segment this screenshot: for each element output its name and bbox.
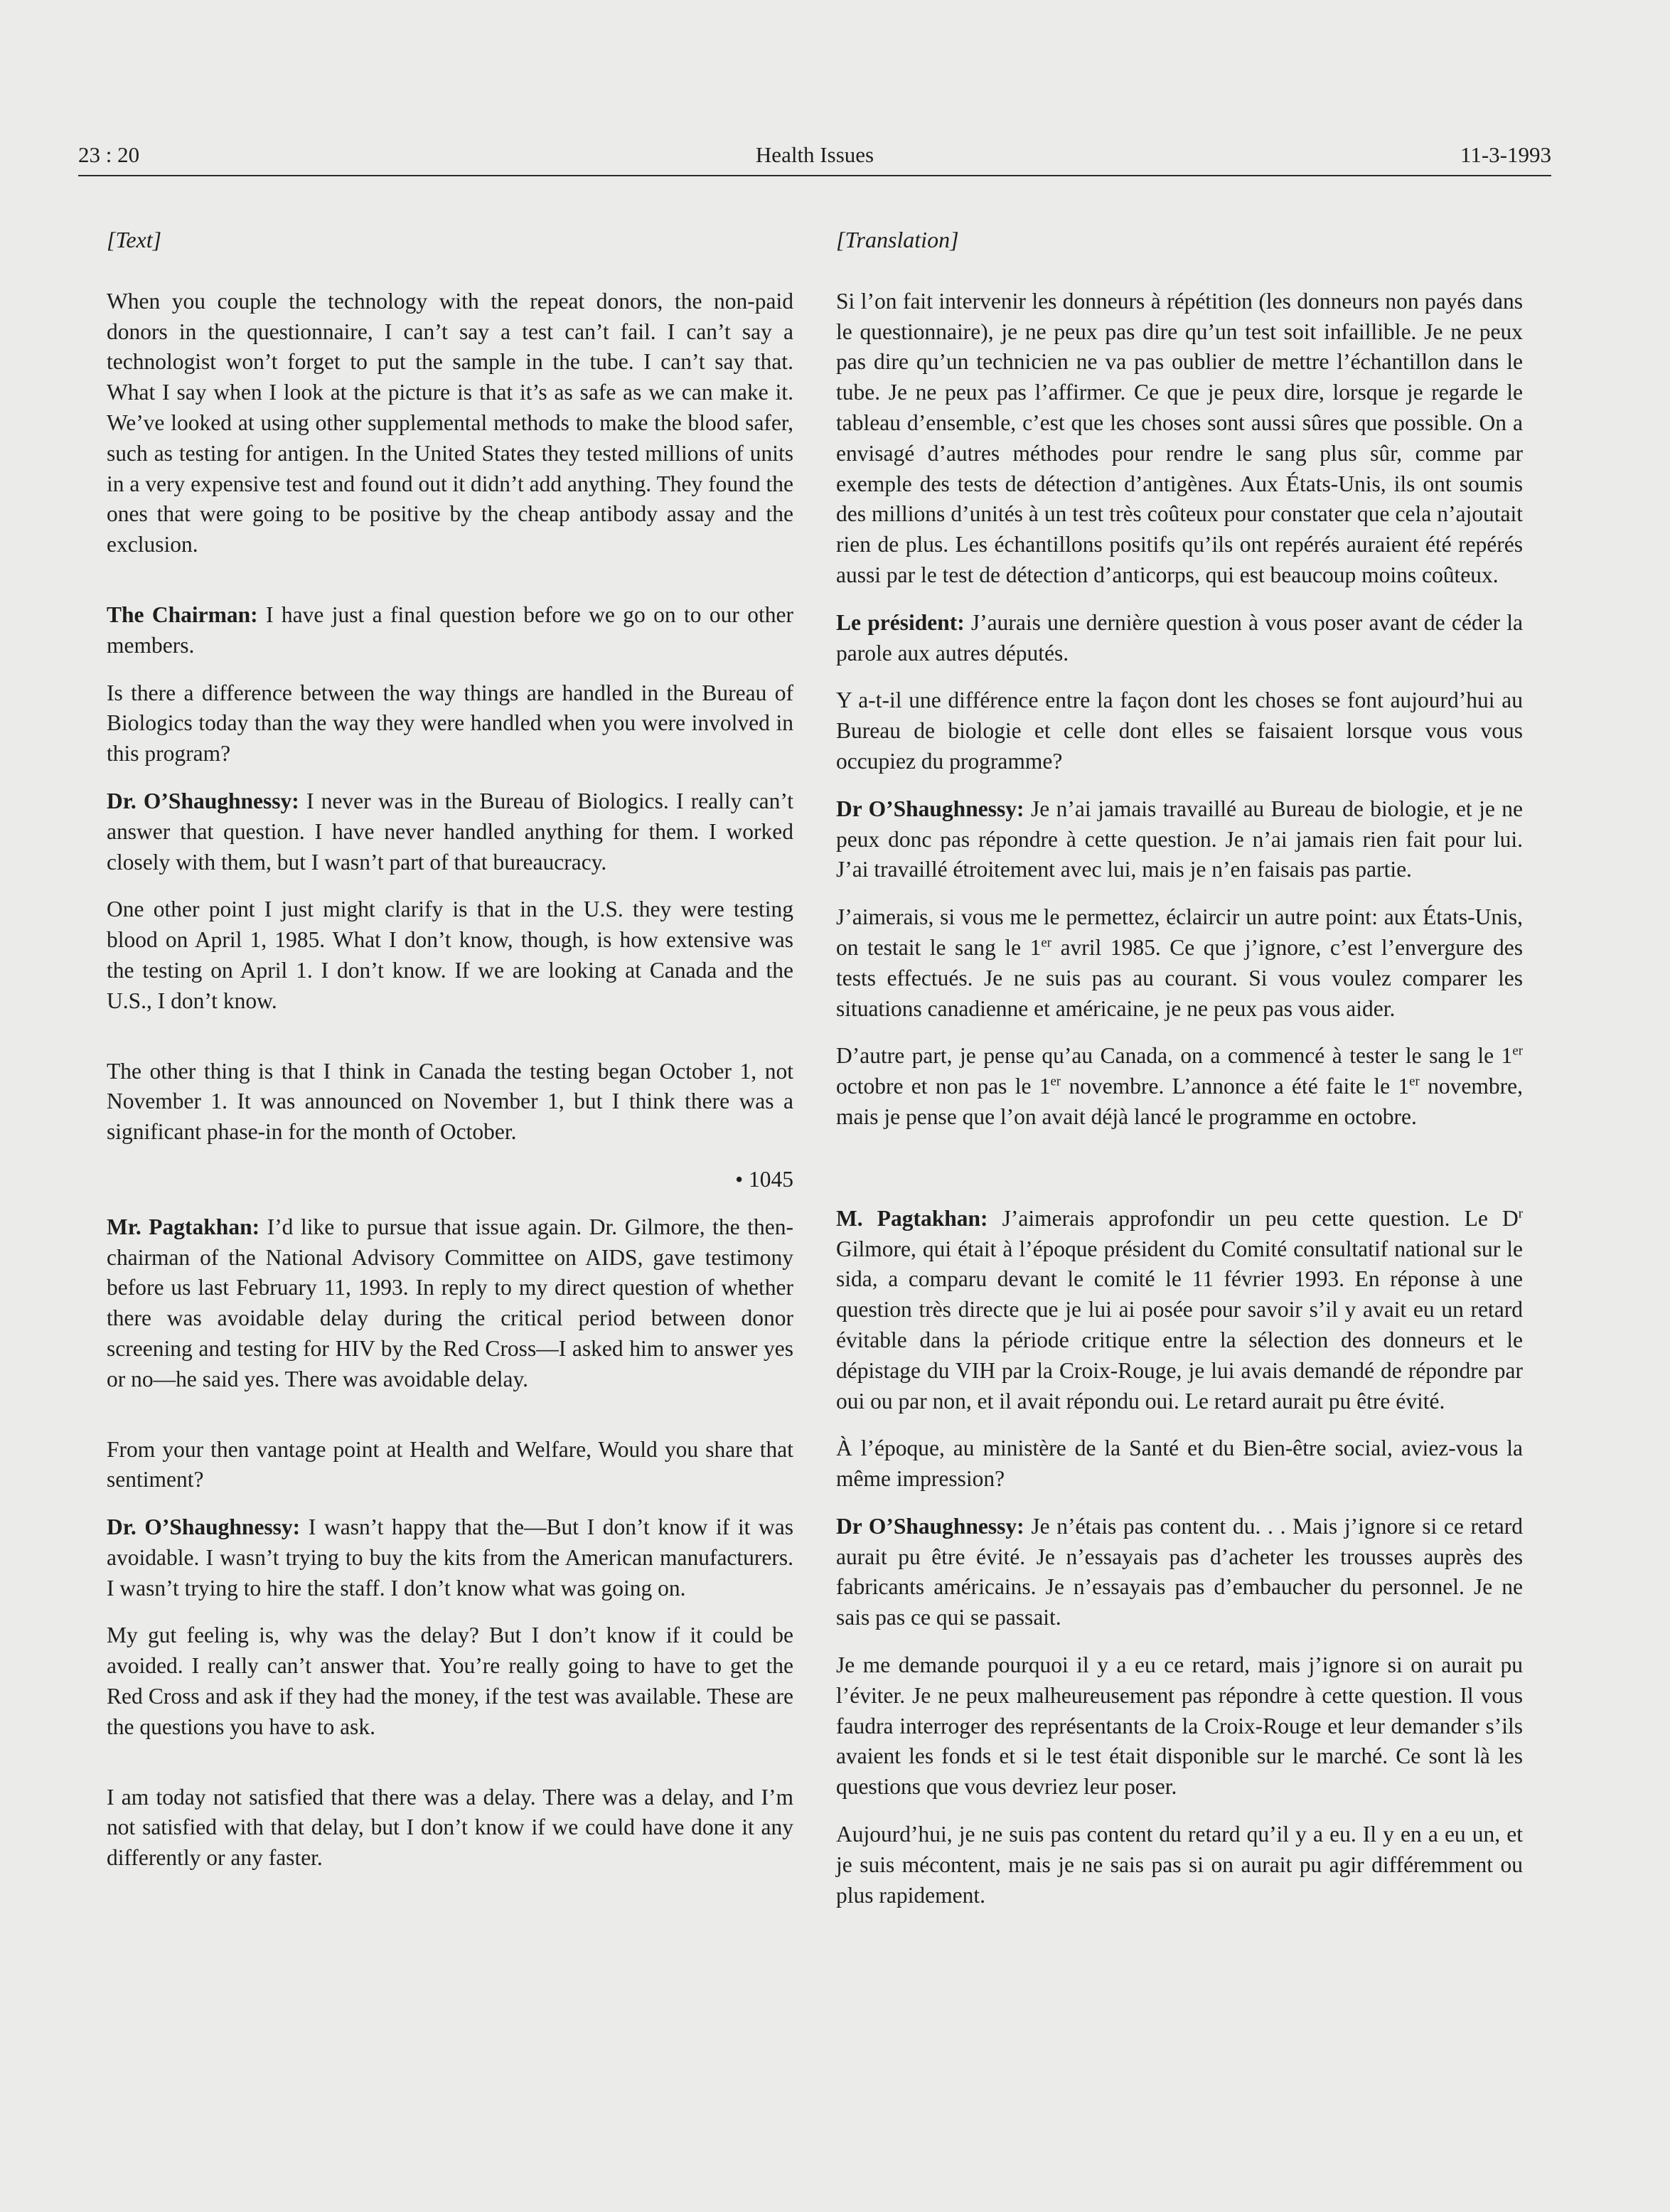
paragraph: D’autre part, je pense qu’au Canada, on a commencé à tester le sang le 1er octobre et non pas le 1er novembre. L’annonce a été faite le 1er novembre, mais je pense que l’on avait déjà lancé le programme en octobre. — [836, 1043, 1523, 1129]
speech-text: I wasn’t happy that the—But I don’t know if it was avoidable. I wasn’t trying to buy the kits from the American manufacturers. I wasn’t trying to hire the staff. I don’t know what was going on. — [107, 1514, 793, 1601]
paragraph — [107, 600, 793, 661]
column-label: [Text] — [107, 227, 162, 252]
paragraph: Is there a difference between the way things are handled in the Bureau of Biologics today than the way they were handled when you were involved in this program? — [107, 680, 793, 766]
paragraph: Je me demande pourquoi il y a eu ce retard, mais j’ignore si on aurait pu l’éviter. Je ne peux malheureusement pas répondre à cette question. Il vous faudra interroger des représentants de la Croix-Rouge et leur demander s’ils avaient les fonds et si le test était disponible sur le marché. Ce sont là les questions que vous devriez leur poser. — [836, 1652, 1523, 1800]
publication-title: Health Issues — [755, 142, 874, 167]
paragraph: From your then vantage point at Health and Welfare, Would you share that sentiment? — [107, 1436, 793, 1492]
paragraph — [107, 1212, 793, 1395]
speech-text: I have just a final question before we go on to our other members. — [107, 602, 793, 658]
speaker-name: Mr. Pagtakhan: — [107, 1214, 260, 1239]
speech-text: I’d like to pursue that issue again. Dr. Gilmore, the then-chairman of the National Advisory Committee on AIDS, gave testimony before us last February 11, 1993. In reply to my direct question of whether there was avoidable delay during the critical period between donor screening and testing for HIV by the Red Cross—I asked him to answer yes or no—he said yes. There was avoidable delay. — [107, 1214, 793, 1391]
paragraph — [836, 1512, 1523, 1633]
paragraph: Aujourd’hui, je ne suis pas content du retard qu’il y a eu. Il y en a eu un, et je suis mécontent, mais je ne sais pas si on aurait pu agir différemment ou plus rapidement. — [836, 1822, 1523, 1908]
paragraph — [107, 1512, 793, 1603]
speaker-name: Dr. O’Shaughnessy: — [107, 1514, 301, 1540]
paragraph: Si l’on fait intervenir les donneurs à répétition (les donneurs non payés dans le questionnaire), je ne peux pas dire qu’un test soit infaillible. Je ne peux pas dire qu’un technicien ne va pas oublier de mettre l’échantillon dans le tube. Je ne peux pas l’affirmer. Ce que je peux dire, lorsque je regarde le tableau d’ensemble, c’est que les choses sont aussi sûres que possible. On a envisagé d’autres méthodes pour rendre le sang plus sûr, comme par exemple des tests de détection d’antigènes. Aux États-Unis, ils ont soumis des millions d’unités à un test très coûteux pour constater que cela n’ajoutait rien de plus. Les échantillons positifs qu’ils ont repérés auraient été repérés aussi par le test de détection d’anticorps, qui est beaucoup moins coûteux. — [836, 288, 1523, 587]
speaker-name: Dr O’Shaughnessy: — [836, 1513, 1024, 1539]
paragraph — [836, 608, 1523, 669]
speaker-name: Dr. O’Shaughnessy: — [107, 788, 299, 813]
paragraph: M. Pagtakhan: J’aimerais approfondir un peu cette question. Le $D^r$ Gilmore, qui était à l’époque président du Comité consultatif national sur le sida, a comparu devant le comité le 11 février 1993. En réponse à une question très directe que je lui ai posée pour savoir s’il y avait eu un retard évitable dans la période critique entre la sélection des donneurs et le dépistage du VIH par la Croix-Rouge, je lui avais demandé de répondre par oui ou par non, et il avait répondu oui. Le retard aurait pu être évité. — [836, 1205, 1523, 1414]
speech-text: J’aurais une dernière question à vous poser avant de céder la parole aux autres députés. — [836, 609, 1523, 666]
speaker-name: Le président: — [836, 609, 965, 635]
paragraph: One other point I just might clarify is that in the U.S. they were testing blood on April 1, 1985. What I don’t know, though, is how extensive was the testing on April 1. I don’t know. If we are looking at Canada and the U.S., I don’t know. — [107, 897, 793, 1013]
column-label: [Translation] — [836, 227, 959, 252]
paragraph: J’aimerais, si vous me le permettez, éclaircir un autre point: aux États-Unis, on testait le sang le 1er avril 1985. Ce que j’ignore, c’est l’envergure des tests effectués. Je ne suis pas au courant. Si vous voulez comparer les situations canadienne et américaine, je ne peux pas vous aider. — [836, 904, 1523, 1021]
speech-text: I never was in the Bureau of Biologics. I really can’t answer that question. I have never handled anything for them. I worked closely with them, but I wasn’t part of that bureaucracy. — [107, 788, 793, 875]
paragraph: I am today not satisfied that there was a delay. There was a delay, and I’m not satisfied with that delay, but I don’t know if we could have done it any differently or any faster. — [107, 1784, 793, 1871]
page-number: 23 : 20 — [78, 142, 140, 167]
paragraph: When you couple the technology with the repeat donors, the non-paid donors in the questionnaire, I can’t say a test can’t fail. I can’t say a technologist won’t forget to put the sample in the tube. I can’t say that. What I say when I look at the picture is that it’s as safe as we can make it. We’ve looked at using other supplemental methods to make the blood safer, such as testing for antigen. In the United States they tested millions of units in a very expensive test and found out it didn’t add anything. They found the ones that were going to be positive by the cheap antibody assay and the exclusion. — [107, 288, 793, 557]
paragraph: Y a-t-il une différence entre la façon dont les choses se font aujourd’hui au Bureau de biologie et celle dont elles se faisaient lorsque vous vous occupiez du programme? — [836, 688, 1523, 774]
speech-text: Je n’étais pas content du. . . Mais j’ignore si ce retard aurait pu être évité. Je n’essayais pas d’acheter les trousses auprès des fabricants américains. Je n’essayais pas d’embaucher du personnel. Je ne sais pas ce qui se passait. — [836, 1513, 1524, 1630]
running-header — [78, 139, 1551, 176]
english-column — [107, 225, 793, 1891]
paragraph — [836, 794, 1523, 885]
paragraph: À l’époque, au ministère de la Santé et du Bien-être social, aviez-vous la même impression? — [836, 1436, 1523, 1492]
speech-text: Je n’ai jamais travaillé au Bureau de biologie, et je ne peux donc pas répondre à cette question. Je n’ai jamais rien fait pour lui. J’ai travaillé étroitement avec lui, mais je n’en faisais pas partie. — [836, 796, 1524, 882]
speaker-name: Dr O’Shaughnessy: — [836, 796, 1024, 821]
paragraph: My gut feeling is, why was the delay? But I don’t know if it could be avoided. I really can’t answer that. You’re really going to have to get the Red Cross and ask if they had the money, if the test was available. These are the questions you have to ask. — [107, 1623, 793, 1739]
issue-date: 11-3-1993 — [1460, 142, 1551, 167]
paragraph — [107, 786, 793, 877]
time-marker: • 1045 — [735, 1166, 793, 1192]
french-column — [836, 225, 1523, 1928]
speaker-name: M. Pagtakhan: — [836, 1205, 988, 1231]
paragraph: The other thing is that I think in Canada the testing began October 1, not November 1. It was announced on November 1, but I think there was a significant phase-in for the month of October. — [107, 1058, 793, 1145]
speaker-name: The Chairman: — [107, 602, 258, 627]
